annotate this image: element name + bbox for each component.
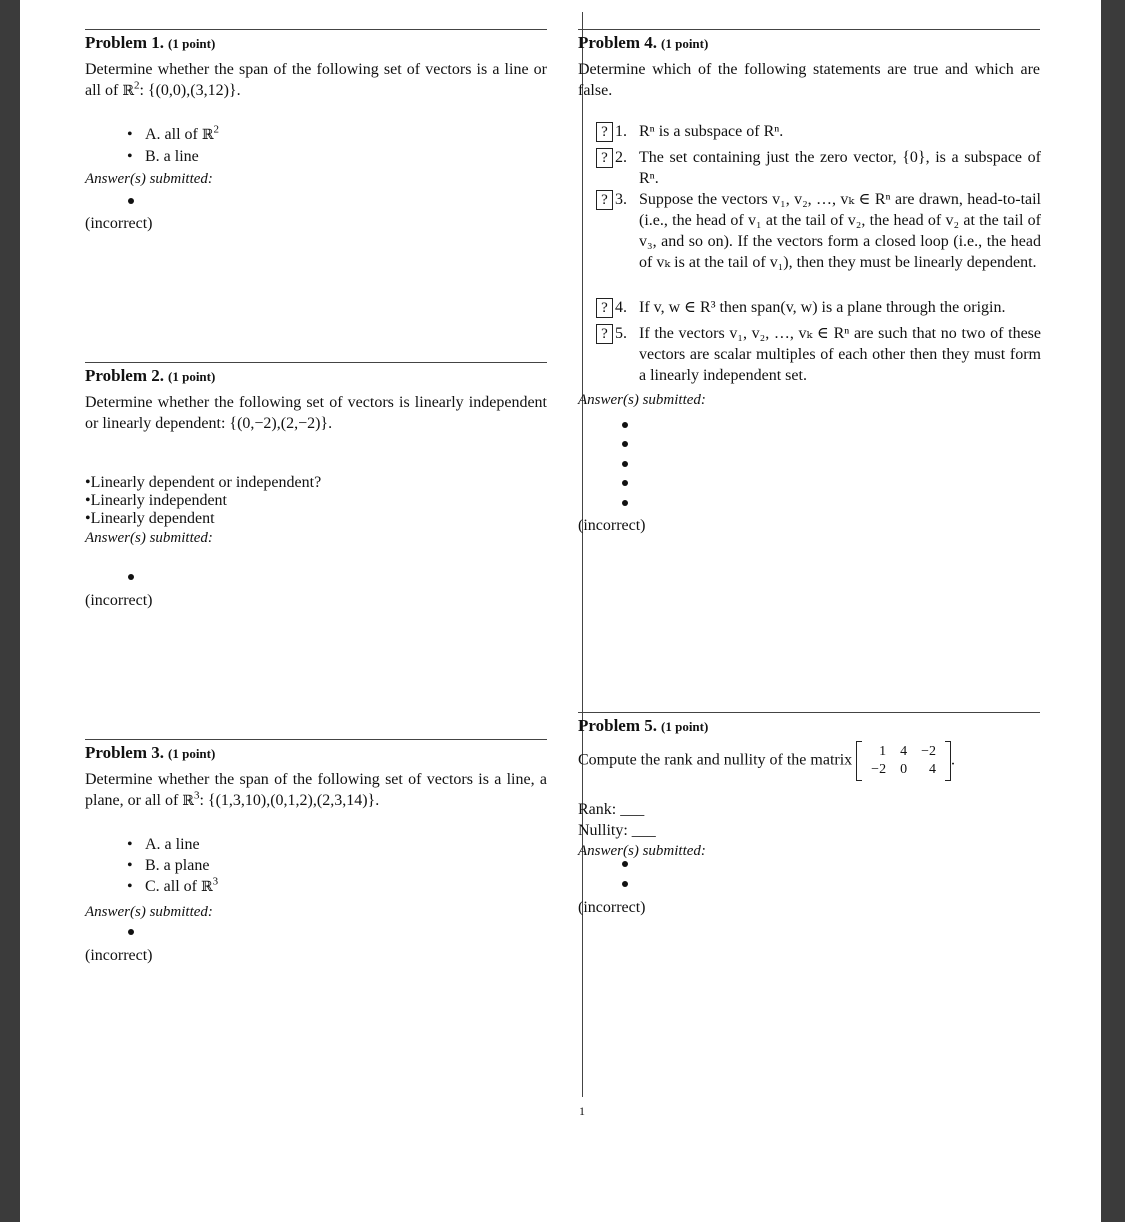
problem-5-nullity: Nullity: ___ (578, 822, 656, 839)
problem-4-answer-bullet-3 (622, 461, 628, 467)
statement-3-select[interactable]: ? (596, 190, 613, 210)
problem-1-options (85, 124, 547, 167)
problem-5-status: (incorrect) (578, 899, 646, 916)
statement-5-text: If the vectors v₁, v₂, …, vₖ ∈ Rⁿ are such that no two of these vectors are scalar multiples of each other then they must form a linearly independent set. (639, 325, 1041, 384)
problem-1-title (85, 32, 547, 54)
matrix-cell: 0 (900, 762, 908, 777)
page-number: 1 (579, 1104, 585, 1118)
problem-3-option-a: • A. a line (85, 834, 547, 855)
viewer-left-edge (0, 0, 20, 1222)
problem-3-rule (85, 739, 547, 740)
matrix-cell: 1 (879, 744, 887, 759)
problem-2-option-1: •Linearly dependent or independent? (85, 474, 322, 491)
problem-4-name: Problem 4. (578, 33, 658, 52)
statement-4-select[interactable]: ? (596, 298, 613, 318)
problem-3-option-c: • C. all of ℝ$^3$ (85, 876, 547, 898)
statement-2-text: The set containing just the zero vector, {0}, is a subspace of Rⁿ. (639, 149, 1041, 187)
problem-2-name: Problem 2. (85, 366, 165, 385)
problem-5-question: Compute the rank and nullity of the matrix (578, 751, 853, 769)
problem-1-status: (incorrect) (85, 215, 153, 232)
statement-4-text: If v, w ∈ R³ then span(v, w) is a plane through the origin. (639, 299, 1006, 316)
statement-1-text: Rⁿ is a subspace of Rⁿ. (639, 123, 784, 140)
problem-1 (85, 29, 547, 189)
problem-3-title (85, 742, 547, 764)
problem-1-question: Determine whether the span of the following set of vectors is a line or all of (85, 61, 547, 99)
matrix-cell: −2 (921, 744, 936, 759)
problem-3-option-b: • B. a plane (85, 855, 547, 876)
problem-4-rule (578, 29, 1040, 30)
problem-5-answer-bullet-1 (622, 861, 628, 867)
problem-1-answers-label: Answer(s) submitted: (85, 171, 213, 187)
problem-2-points: (1 point) (168, 369, 216, 384)
document-page: 1 Problem 1. (1 point) Determine whether the span of the following set of vectors is a line or all of ℝ$^2$: {(0,0),(3,12)}. • A. all of ℝ$^2$ • B. a line Answer(s) submitted: (incorrect) Problem 2. (1 point) Determine whether the following set of vectors is linearly independent or linearly dependent: {(0,−2),(2,−2)}. •Linearly dependent or independent? •Linearly independent •Linearly dependent Answer(s) submitted: (incorrect) Problem 3. (1 point) Determine whether the span of the following set of vectors is a line, a plane, or all of ℝ$^3$: {(1,3,10),(0,1,2),(2,3,14)}. • A. a line • B. a plane • C. all of ℝ$^3$ Answer(s) submitted: (incorrect) Problem 4. (1 point) Determine which of the following statements are true and which are false. ? 1. Rⁿ is a subspace of Rⁿ. ? 2. The set containing just the zero vector, {0}, is a subspace of Rⁿ. ? 3. Suppose the vectors v₁, v₂, …, vₖ ∈ Rⁿ are drawn, head-to-tail (i.e., the head of v₁ at the tail of v₂, the head of v₂ at the tail of v₃, and so on). If the vectors form a closed loop (i.e., the head of vₖ is at the tail of v₁), then they must be linearly dependent. ? 4. If v, w ∈ R³ then span(v, w) is a plane through the origin. ? 5. If the vectors v₁, v₂, …, vₖ ∈ Rⁿ are such that no two of these vectors are scalar multiples of each other then they must form a linearly independent set. Answer(s) submitted: (incorrect) Problem 5. (1 point) Compute the rank and nullity of the matrix 1 4 −2 −2 0 4 . Rank: ___ Nullity: ___ Answer(s) submitted: (incorrect) (20, 0, 1101, 1222)
problem-3-answers-label: Answer(s) submitted: (85, 904, 213, 920)
problem-5-title (578, 715, 1040, 737)
problem-1-rule (85, 29, 547, 30)
statement-3-text: Suppose the vectors v₁, v₂, …, vₖ ∈ Rⁿ are drawn, head-to-tail (i.e., the head of v₁ at the tail of v₂, the head of v₂ at the tail of v₃, and so on). If the vectors form a closed loop (i.e., the head of vₖ is at the tail of v₁), then they must be linearly dependent. (639, 191, 1041, 271)
matrix-cell: −2 (871, 762, 887, 777)
problem-5-points: (1 point) (661, 719, 709, 734)
problem-2-option-3: •Linearly dependent (85, 510, 215, 527)
problem-5-rank: Rank: ___ (578, 801, 645, 818)
problem-4-text: Determine which of the following statements are true and which are false. (578, 61, 1040, 99)
problem-5-name: Problem 5. (578, 716, 658, 735)
problem-4 (578, 29, 1040, 101)
problem-2 (85, 362, 547, 548)
problem-2-text: Determine whether the following set of vectors is linearly independent or linearly dependent: {(0,−2),(2,−2)}. (85, 394, 547, 432)
problem-3-points: (1 point) (168, 746, 216, 761)
problem-2-option-2: •Linearly independent (85, 492, 227, 509)
problem-1-name: Problem 1. (85, 33, 165, 52)
problem-3-question: Determine whether the span of the following set of vectors is a line, a plane, or all of (85, 771, 547, 809)
problem-3-text: Determine whether the span of the following set of vectors is a line, a plane, or all of ℝ$^3$: {(1,3,10),(0,1,2),(2,3,14)}. (85, 771, 547, 809)
statement-1-select[interactable]: ? (596, 122, 613, 142)
problem-3-options (85, 834, 547, 898)
problem-5-text: Compute the rank and nullity of the matrix 1 4 −2 −2 0 4 . (578, 743, 1040, 779)
problem-4-answer-bullet-2 (622, 441, 628, 447)
problem-5-answer-bullet-2 (622, 881, 628, 887)
problem-3-status: (incorrect) (85, 947, 153, 964)
problem-5-matrix (856, 743, 951, 779)
problem-2-rule (85, 362, 547, 363)
problem-2-options (85, 474, 547, 528)
problem-1-points: (1 point) (168, 36, 216, 51)
problem-1-option-b: • B. a line (85, 146, 547, 167)
problem-1-set: : {(0,0),(3,12)}. (139, 82, 241, 99)
problem-2-answers-label: Answer(s) submitted: (85, 530, 213, 546)
problem-1-answer-bullet (128, 198, 134, 204)
problem-1-option-a: • A. all of ℝ$^2$ (85, 124, 547, 146)
problem-2-title (85, 365, 547, 387)
problem-3-name: Problem 3. (85, 743, 165, 762)
problem-5 (578, 712, 1040, 861)
statement-5-select[interactable]: ? (596, 324, 613, 344)
problem-4-answer-bullet-4 (622, 480, 628, 486)
problem-3-set: : {(1,3,10),(0,1,2),(2,3,14)}. (199, 792, 380, 809)
problem-2-status: (incorrect) (85, 592, 153, 609)
problem-4-answer-bullet-5 (622, 500, 628, 506)
problem-4-status: (incorrect) (578, 517, 646, 534)
problem-4-answers-label: Answer(s) submitted: (578, 392, 706, 408)
problem-4-title (578, 32, 1040, 54)
problem-4-points: (1 point) (661, 36, 709, 51)
problem-3 (85, 739, 547, 922)
problem-5-answers-label: Answer(s) submitted: (578, 843, 706, 859)
column-divider (582, 12, 583, 1097)
viewer-right-edge (1101, 0, 1125, 1222)
statement-2-select[interactable]: ? (596, 148, 613, 168)
problem-1-text: Determine whether the span of the following set of vectors is a line or all of ℝ$^2$: {(0,0),(3,12)}. (85, 61, 547, 99)
problem-2-answer-bullet (128, 574, 134, 580)
problem-5-rule (578, 712, 1040, 713)
problem-4-answer-bullet-1 (622, 422, 628, 428)
problem-3-answer-bullet (128, 929, 134, 935)
matrix-cell: 4 (900, 744, 908, 759)
matrix-cell: 4 (928, 762, 936, 777)
